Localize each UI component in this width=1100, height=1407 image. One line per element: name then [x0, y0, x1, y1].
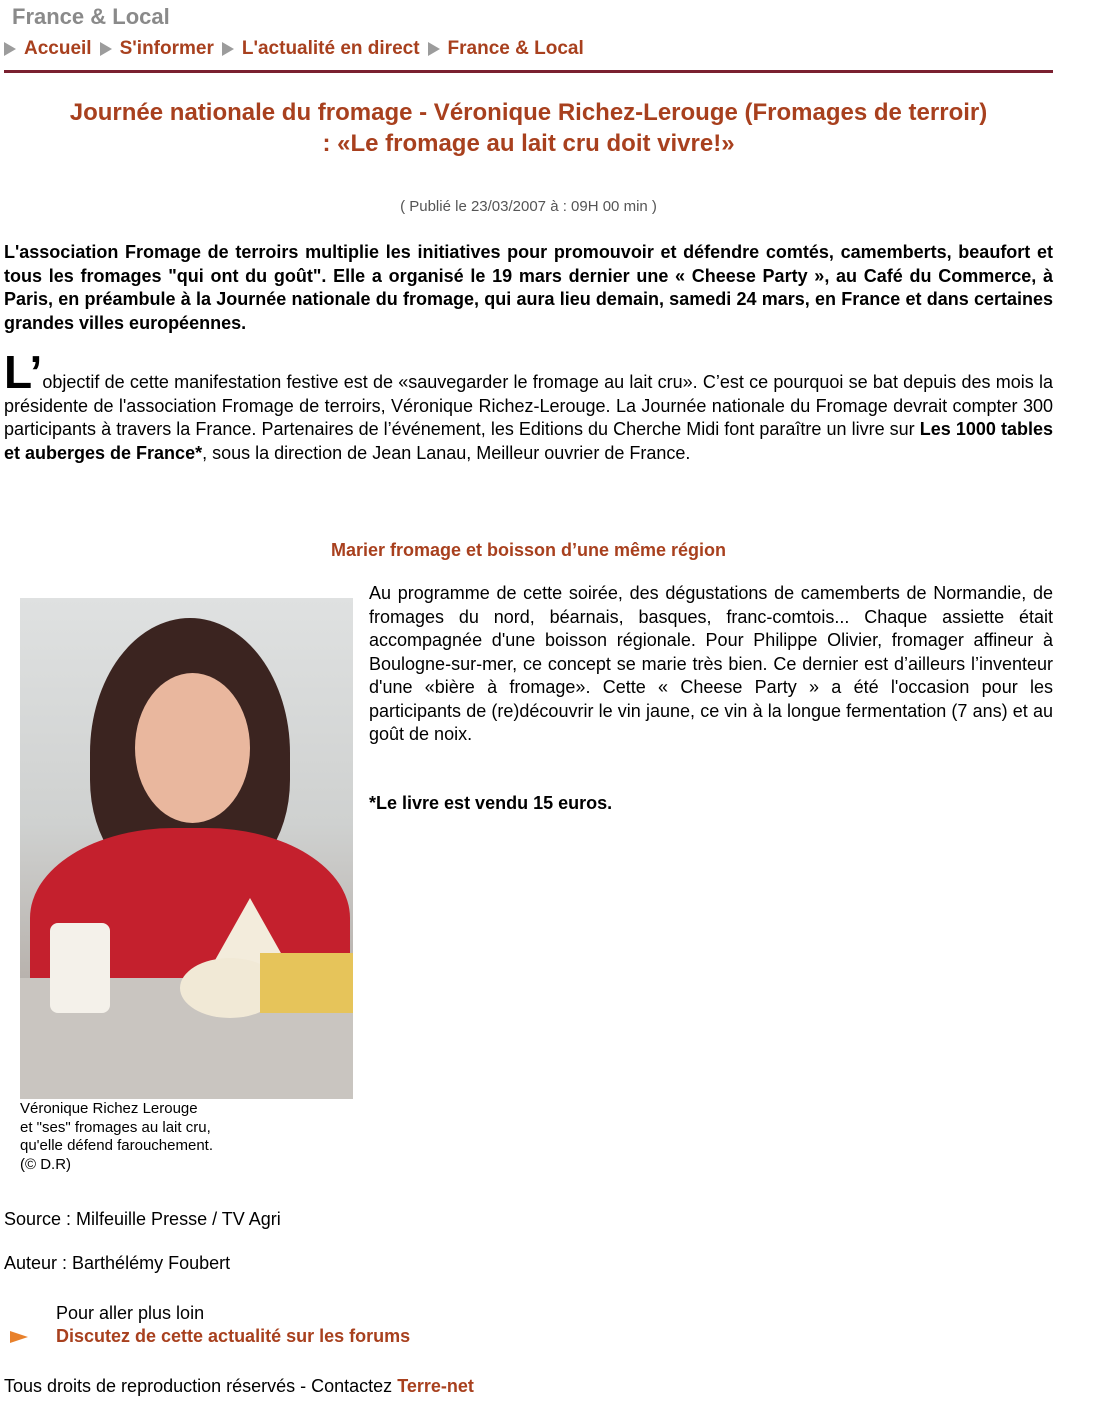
caption-line: et "ses" fromages au lait cru, — [20, 1118, 211, 1136]
article-subtitle: Marier fromage et boisson d’une même région — [330, 540, 727, 560]
breadcrumb-item-news — [222, 38, 420, 60]
breadcrumb-link-inform[interactable]: S'informer — [119, 38, 214, 59]
triangle-right-icon — [222, 42, 234, 56]
breadcrumb-link-france-local[interactable]: France & Local — [447, 38, 584, 59]
breadcrumb — [4, 36, 592, 62]
article-paragraph-1 — [4, 346, 1053, 465]
article-title-line1: Journée nationale du fromage - Véronique Richez-Lerouge (Fromages de terroir) — [69, 99, 988, 126]
forum-link-row — [10, 1326, 410, 1347]
book-title: Les 1000 tables et auberges de France* — [4, 419, 1053, 463]
caption-line: Véronique Richez Lerouge — [20, 1100, 198, 1117]
article-title-line2: : «Le fromage au lait cru doit vivre!» — [322, 130, 735, 157]
more-section-title: Pour aller plus loin — [56, 1303, 205, 1323]
header-divider — [4, 70, 1053, 73]
triangle-right-icon — [4, 42, 16, 56]
caption-line: (© D.R) — [20, 1155, 72, 1173]
triangle-right-icon — [100, 42, 112, 56]
paragraph-1-text-b: , sous la direction de Jean Lanau, Meilleur ouvrier de France. — [202, 442, 691, 463]
drop-cap: L’ — [4, 346, 43, 398]
caption-line: qu'elle défend farouchement. — [20, 1137, 214, 1154]
article-title — [4, 97, 1053, 159]
section-label: France & Local — [12, 4, 170, 29]
breadcrumb-item-france-local — [428, 38, 584, 60]
article-author: Auteur : Barthélémy Foubert — [4, 1253, 231, 1273]
article-lead: L'association Fromage de terroirs multiplie les initiatives pour promouvoir et défendre comtés, camemberts, beaufort et tous les fromages "qui ont du goût". Elle a organisé le 19 mars dernier une « Cheese Party », au Café du Commerce, à Paris, en préambule à la Journée nationale du fromage, qui aura lieu demain, samedi 24 mars, en France et dans certaines grandes villes européennes. — [4, 242, 1053, 333]
paragraph-1-text-a: objectif de cette manifestation festive est de «sauvegarder le fromage au lait cru». C’est ce pourquoi se bat depuis des mois la présidente de l'association Fromage de terroirs, Véronique Richez-Lerouge. La Journée nationale du Fromage devrait compter 300 participants à travers la France. Partenaires de l’événement, les Editions du Cherche Midi font paraître un livre sur — [4, 372, 1053, 439]
arrow-right-icon — [10, 1331, 28, 1343]
price-note: *Le livre est vendu 15 euros. — [369, 793, 613, 813]
photo-caption — [20, 1100, 260, 1174]
footer — [4, 1376, 474, 1397]
footer-contact-link[interactable]: Terre-net — [397, 1376, 474, 1396]
breadcrumb-item-home — [4, 38, 92, 60]
breadcrumb-item-inform — [100, 38, 214, 60]
footer-text: Tous droits de reproduction réservés - Contactez — [4, 1376, 398, 1396]
breadcrumb-link-news[interactable]: L'actualité en direct — [241, 38, 420, 59]
forum-link[interactable]: Discutez de cette actualité sur les forums — [56, 1326, 411, 1346]
article-photo — [20, 598, 353, 1099]
publication-date: ( Publié le 23/03/2007 à : 09H 00 min ) — [400, 198, 657, 215]
article-source: Source : Milfeuille Presse / TV Agri — [4, 1209, 281, 1229]
article-paragraph-2: Au programme de cette soirée, des dégustations de camemberts de Normandie, de fromages du nord, béarnais, basques, franc-comtois... Chaque assiette était accompagnée d'une boisson régionale. Pour Philippe Olivier, fromager affineur à Boulogne-sur-mer, ce concept se marie très bien. Ce dernier est d’ailleurs l’inventeur d'une «bière à fromage». Cette « Cheese Party » a été l'occasion pour les participants de (re)découvrir le vin jaune, ce vin à la longue fermentation (7 ans) et au goût de noix. — [369, 583, 1053, 744]
breadcrumb-link-home[interactable]: Accueil — [24, 38, 92, 59]
triangle-right-icon — [428, 42, 440, 56]
